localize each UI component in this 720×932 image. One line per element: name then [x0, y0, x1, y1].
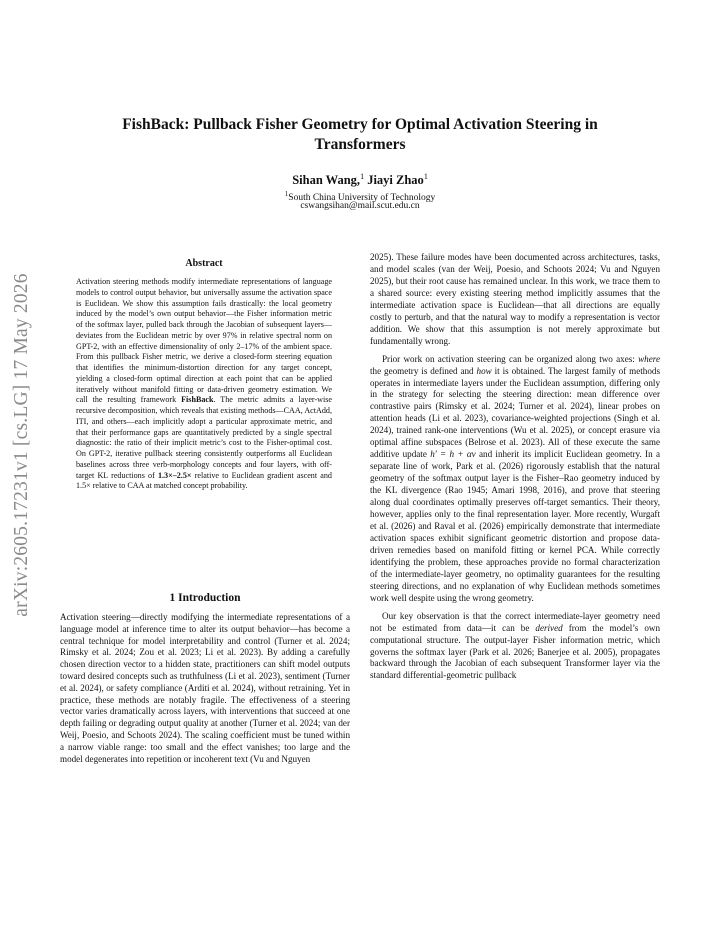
- paragraph-text: from the model’s own computational structure. The output-layer Fisher information metric, which governs the softmax layer (Park et al. 2026; Banerjee et al. 2005), propagates backward through the Jacobian of each subsequent Transformer layer via the standard differential-geometric pullback: [370, 622, 661, 681]
- paper-title: [60, 115, 660, 154]
- abstract-body: [76, 277, 332, 492]
- body-paragraph: [370, 611, 660, 683]
- emphasis-text: where: [638, 353, 660, 364]
- paragraph-text: Our key observation is that the correct intermediate-layer geometry need not be estimated from data—it can be: [370, 610, 660, 633]
- body-paragraph: 2025). These failure modes have been documented across architectures, tasks, and model scales (van der Weij, Poesio, and Schoots 2024; Vu and Nguyen 2025), but their root cause has remained unclear. In this work, we trace them to a shared source: every existing steering method implicitly assumes that the intermediate activation space is Euclidean—that all directions are equally costly to perturb, and that the natural way to modify a representation is vector addition. We show that this assumption is not merely approximate but fundamentally wrong.: [370, 252, 660, 346]
- author-name: Sihan Wang,: [292, 173, 361, 188]
- abstract-heading: Abstract: [185, 258, 223, 269]
- arxiv-identifier: arXiv:2605.17231v1 [cs.LG] 17 May 2026: [11, 273, 32, 617]
- body-paragraph: [370, 354, 660, 605]
- affiliation-mark: 1: [284, 190, 289, 198]
- paragraph-text: it is obtained. The largest family of methods operates in intermediate layers under the Euclidean assumption, differing only in the strategy for selecting the steering direction: mean difference over contrastive pairs (Rimsky et al. 2024; Turner et al. 2024), linear probes on attention heads (Li et al. 2023), covariance-weighted projections (Singh et al. 2024), trained rank-one interventions (Wu et al. 2025), or concept erasure via optimal affine subspaces (Belrose et al. 2023). All of these execute the same additive update: [370, 365, 660, 460]
- title-line-2: Transformers: [314, 135, 406, 153]
- abstract-text: relative to Euclidean gradient ascent and 1.5× relative to CAA at matched concept probability.: [76, 470, 332, 491]
- paragraph-text: and inherit its implicit Euclidean geometry. In a separate line of work, Park et al. (2026) rigorously establish that the natural geometry of the softmax output layer is the Fisher–Rao geometry induced by the KL divergence (Rao 1945; Amari 1998, 2016), and prove that steering along dual coordinates optimally preserves off-target semantics. Their theory, however, applies only to the final representation layer. More recently, Wurgaft et al. (2026) and Raval et al. (2026) empirically demonstrate that intermediate activation spaces exhibit significant geometric distortion and propose data-driven remedies based on manifold fitting or kernel PCA. While correctly identifying the problem, these approaches provide no formal characterization of the intermediate-layer geometry, no optimality guarantees for the resulting steering directions, and no explanation of why Euclidean methods sometimes work well despite using the wrong geometry.: [370, 449, 660, 603]
- emphasis-text: how: [476, 365, 492, 376]
- paragraph-text: the geometry is defined and: [370, 365, 477, 376]
- kl-reduction-value: 1.3×–2.5×: [157, 470, 192, 480]
- abstract-text: Activation steering methods modify intermediate representations of language models to control output behavior, but universally assume the activation space is Euclidean. We show this assumption fails drastically: the local geometry induced by the model’s own output behavior—the Fisher information metric of the softmax layer, pulled back through the Jacobian of subsequent layers—deviates from the Euclidean metric by over 97% in relative spectral norm on GPT-2, with an effective dimensionality of only 2–17% of the ambient space. From this pullback Fisher metric, we derive a closed-form steering equation that identifies the minimum-distortion direction for any target concept, yielding a closed-form optimal direction at each point that can be applied iteratively without manifold fitting or data-driven geometry estimation. We call the resulting framework: [76, 277, 332, 405]
- author-list: [60, 169, 660, 188]
- author-email: cswangsihan@mail.scut.edu.cn: [300, 201, 420, 211]
- inline-equation: h′ = h + αv: [430, 449, 476, 460]
- emphasis-text: derived: [535, 622, 563, 633]
- introduction-paragraph: Activation steering—directly modifying the intermediate representations of a language model at inference time to alter its output behavior—has become a central technique for model interpretability and control (Turner et al. 2024; Rimsky et al. 2024; Zou et al. 2023; Li et al. 2023). By adding a carefully chosen direction vector to a hidden state, practitioners can shift model outputs toward desired concepts such as truthfulness (Li et al. 2023), sentiment (Turner et al. 2024), or safety compliance (Arditi et al. 2024), without retraining. Yet in practice, these methods are notably fragile. The effectiveness of a steering vector varies dramatically across layers, with interventions that succeed at one depth failing or degrading output quality at another (Turner et al. 2024; van der Weij, Poesio, and Schoots 2024). The scaling coefficient must be tuned within a narrow viable range: too small and the effect vanishes; too large and the model degenerates into repetition or incoherent text (Vu and Nguyen: [60, 612, 350, 764]
- author-affiliation-mark: 1: [360, 172, 365, 181]
- affiliation-name: South China University of Technology: [288, 193, 436, 204]
- title-line-1: FishBack: Pullback Fisher Geometry for Optimal Activation Steering in: [122, 116, 598, 133]
- author-affiliation-mark: 1: [423, 172, 428, 181]
- author-name: Jiayi Zhao: [367, 173, 424, 188]
- right-column: [370, 252, 660, 682]
- abstract-text: . The metric admits a layer-wise recursive decomposition, which reveals that existing methods—CAA, ActAdd, ITI, and others—each implicitly adopt a particular approximate metric, and that their performance gaps are quantitatively predicted by a single spectral diagnostic: the ratio of their implicit metric’s cost to the Fisher-optimal cost. On GPT-2, iterative pullback steering consistently outperforms all Euclidean baselines across three verb-morphology concepts and four layers, with off-target KL reductions of: [76, 395, 332, 480]
- paragraph-text: Prior work on activation steering can be organized along two axes:: [382, 353, 639, 364]
- section-heading-introduction: 1 Introduction: [169, 592, 241, 604]
- framework-name: FishBack: [181, 395, 214, 405]
